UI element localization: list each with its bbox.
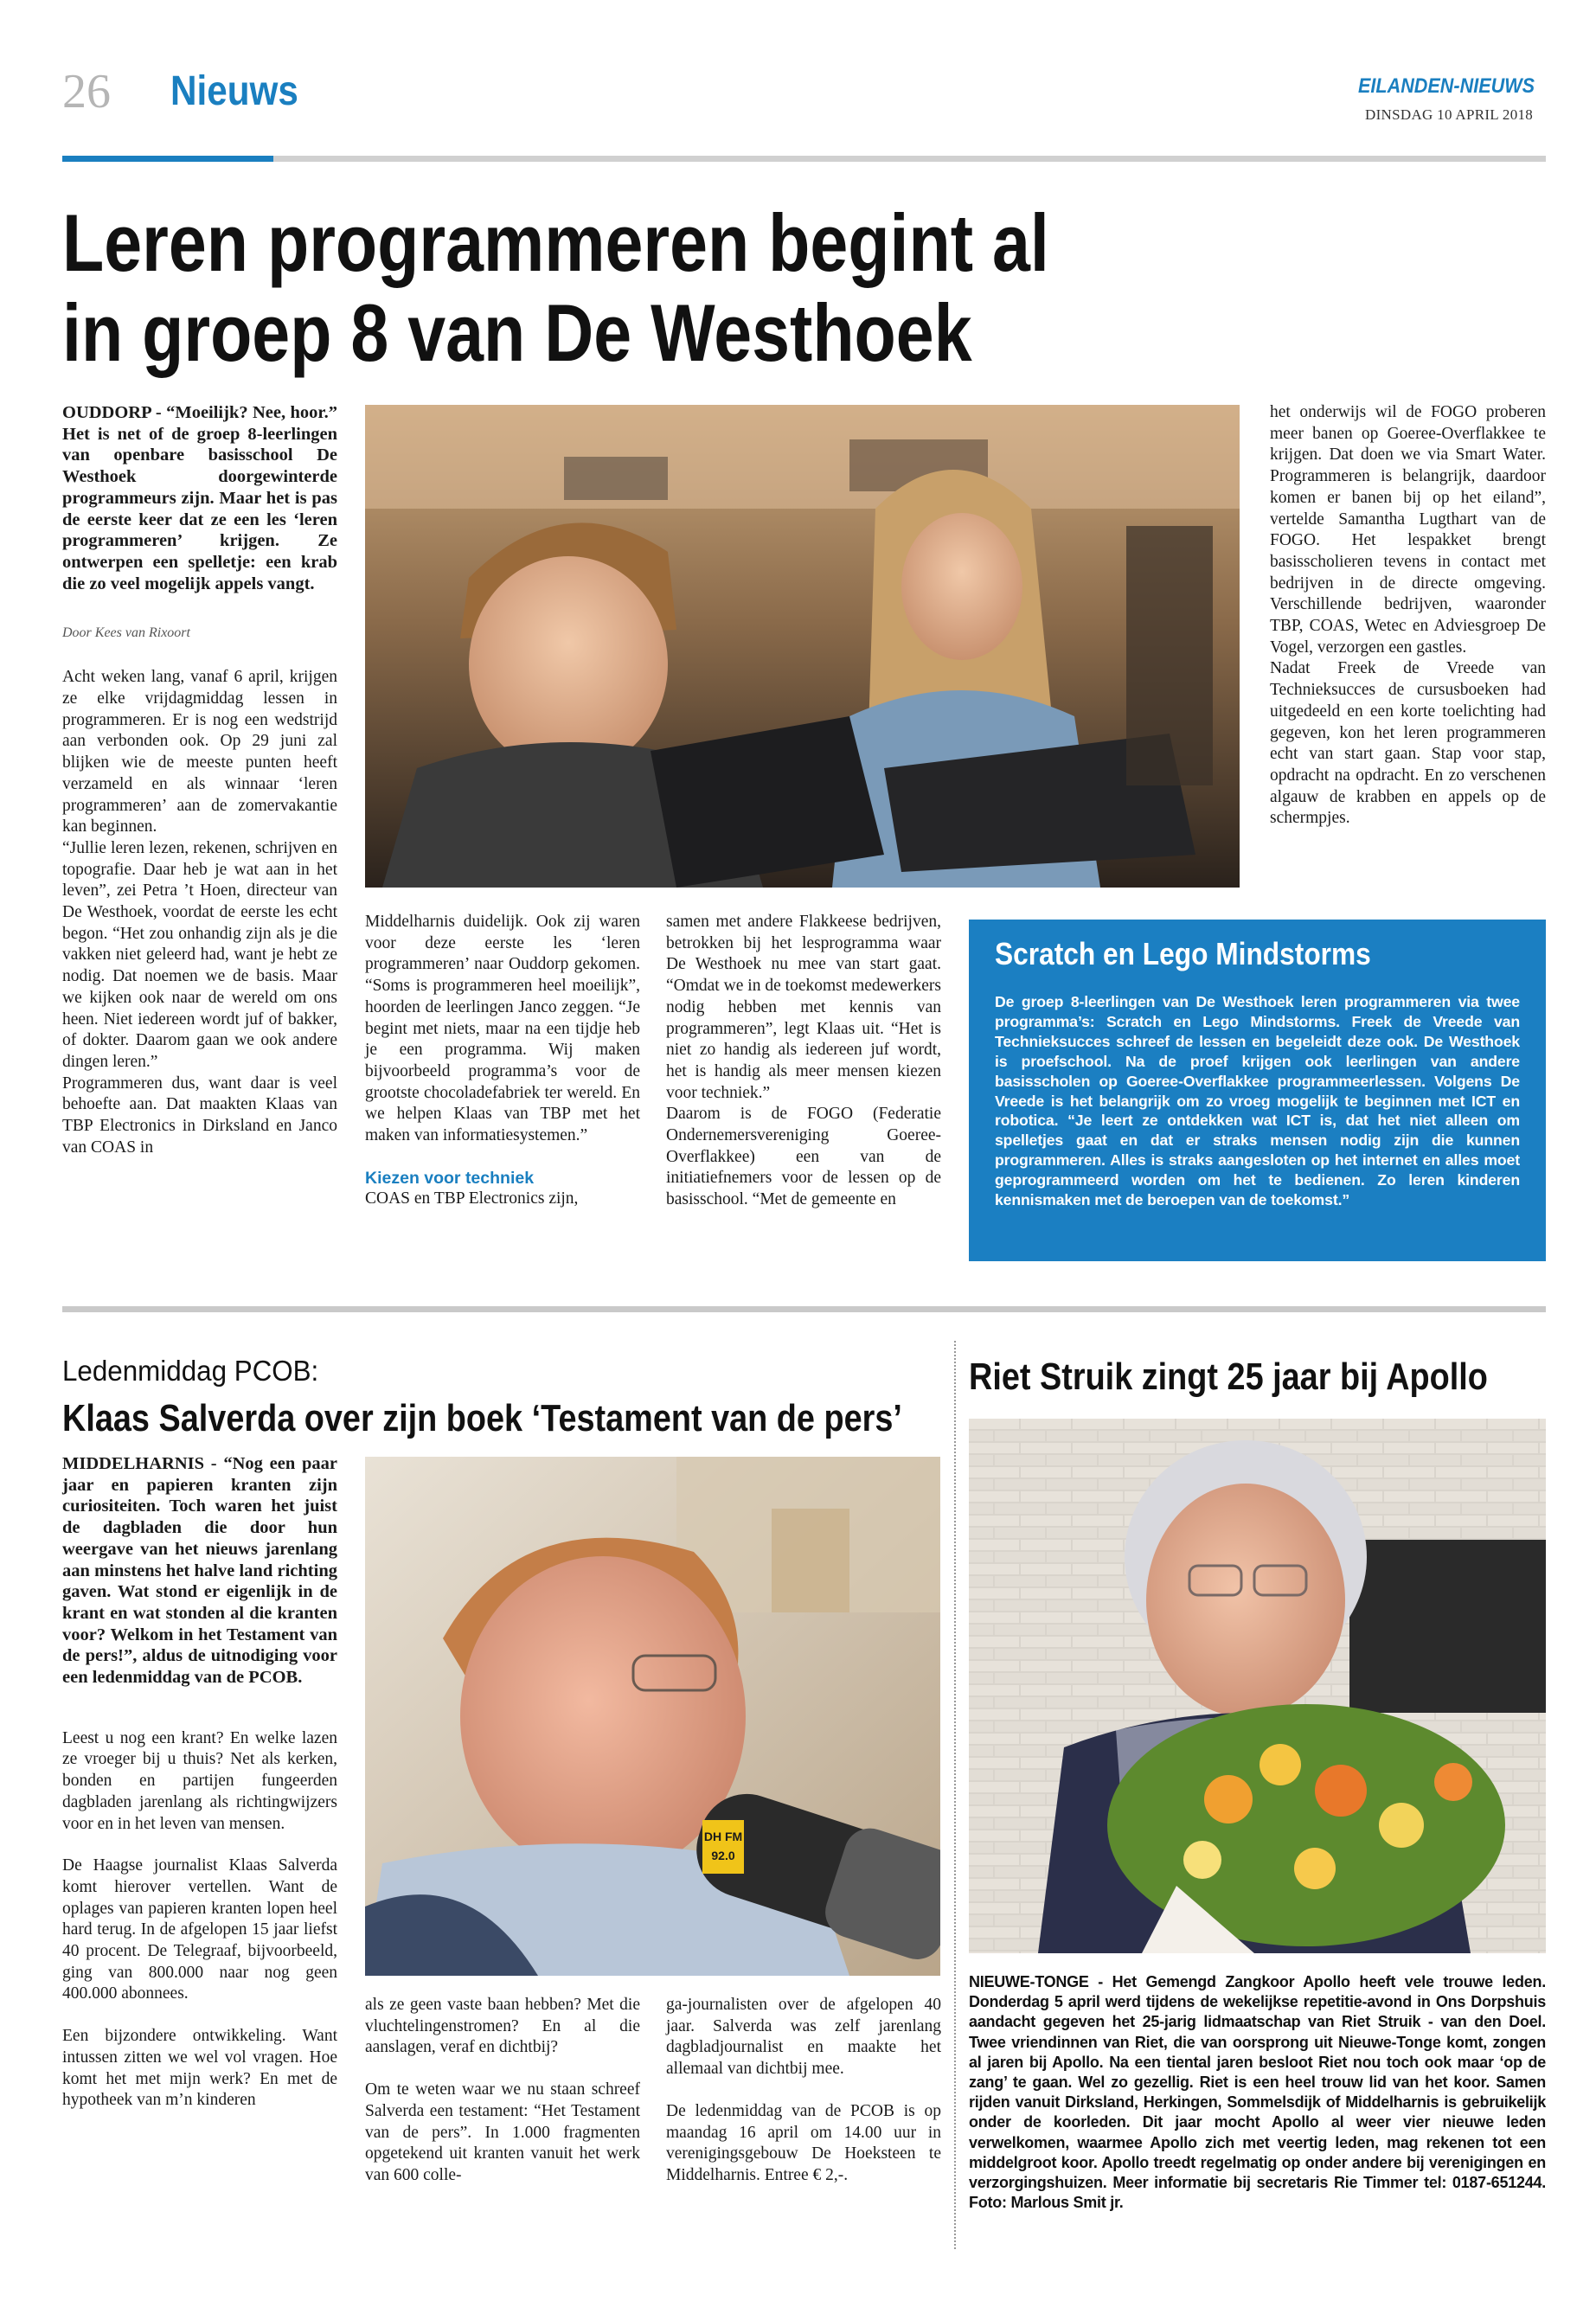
page-number: 26	[62, 65, 111, 119]
article2-col2-p1: als ze geen vaste baan hebben? Met die vluchtelingenstromen? En al die aanslagen, veraf en dichtbij?	[365, 1996, 640, 2057]
article2-col3-p1: ga-journalisten over de afgelopen 40 jaar. Salverda was zelf jarenlang dagbladjournalist en maakte het allemaal van dichtbij mee.	[666, 1996, 941, 2079]
article1-col4-p2: Nadat Freek de Vreede van Technieksucces de cursusboeken had uitgedeeld en een korte toelichting had gegeven, kon het leren programmeren echt van start gaan. Stap voor stap, opdracht na opdracht. En zo verschenen algauw de krabben en appels op de schermpjes.	[1270, 659, 1546, 828]
infobox-scratch-lego	[969, 920, 1546, 1261]
article1-col1-p3: Programmeren dus, want daar is veel behoefte aan. Dat maakten Klaas van TBP Electronics in Dirksland en Janco van COAS in	[62, 1074, 337, 1157]
article1-col3-p2: Daarom is de FOGO (Federatie Ondernemersvereniging Goeree-Overflakkee) een van de initiatiefnemers voor de lessen op de basisschool. “Met de gemeente en	[666, 1105, 941, 1209]
article1-col1-p1: Acht weken lang, vanaf 6 april, krijgen ze elke vrijdagmiddag lessen in programmeren. Er is nog een wedstrijd aan verbonden ook. Op 29 juni zal blijken wie de meeste punten heeft verzameld en als winnaar ‘leren programmeren’ aan de zomervakantie kan beginnen.	[62, 668, 337, 836]
article1-col4	[1270, 402, 1546, 830]
header-rule-gray	[62, 156, 1546, 162]
headline-line-2: in groep 8 van De Westhoek	[62, 287, 972, 378]
photo-klaas-salverda	[365, 1457, 940, 1976]
svg-text:92.0: 92.0	[711, 1849, 735, 1862]
headline-line-1: Leren programmeren begint al	[62, 197, 1049, 288]
infobox-title: Scratch en Lego Mindstorms	[995, 936, 1371, 971]
article2-headline: Klaas Salverda over zijn boek ‘Testament van de pers’	[62, 1397, 902, 1439]
article1-subhead: Kiezen voor techniek	[365, 1168, 535, 1188]
article1-col2-p2: COAS en TBP Electronics zijn,	[365, 1189, 579, 1208]
article3-headline: Riet Struik zingt 25 jaar bij Apollo	[969, 1356, 1488, 1398]
article1-col3	[666, 912, 941, 1211]
mic-flag-text: DH FM	[703, 1830, 743, 1843]
article1-col3-p1: samen met andere Flakkeese bedrijven, betrokken bij het lesprogramma waar De Westhoek nu mee van start gaat. “Omdat we in de toekomst medewerkers nodig hebben met kennis van programmeren”, legt Klaas uit. “Het is niet zo handig als iedereen juf wordt, het is handig als meer mensen kiezen voor techniek.”	[666, 913, 941, 1102]
article1-col1	[62, 402, 337, 1159]
article2-col2-p2: Om te weten waar we nu staan schreef Salverda een testament: “Het Testament van de pers”. In 1.000 fragmenten opgetekend uit kranten vanuit het werk van 600 colle-	[365, 2080, 640, 2184]
article1-lead: OUDDORP - “Moeilijk? Nee, hoor.” Het is net of de groep 8-leerlingen van openbare basisschool De Westhoek doorgewinterde programmeurs zijn. Maar het is pas de eerste keer dat ze een les ‘leren programmeren’ krijgen. Ze ontwerpen een spelletje: een krab die zo veel mogelijk appels vangt.	[62, 403, 337, 593]
article2-col1-p1: Leest u nog een krant? En welke lazen ze vroeger bij u thuis? Net als kerken, bonden en partijen fungeerden dagbladen jarenlang als richtingwijzers voor en in het leven van mensen.	[62, 1728, 337, 1833]
article2-col1-p2: De Haagse journalist Klaas Salverda komt hierover vertellen. Want de oplages van papieren kranten lopen heel hard terug. In de afgelopen 15 jaar liefst 40 procent. De Telegraaf, bijvoorbeeld, ging van 800.000 naar nog geen 400.000 abonnees.	[62, 1856, 337, 2003]
mic-label	[0, 0, 1, 1]
article3-body: NIEUWE-TONGE - Het Gemengd Zangkoor Apollo heeft vele trouwe leden. Donderdag 5 april werd tijdens de wekelijkse repetitie-avond in Ons Dorpshuis aandacht gegeven het 25-jarig lidmaatschap van Riet Struik - van den Doel. Twee vriendinnen van Riet, die van oorsprong uit Nieuwe-Tonge komt, zongen al jaren bij Apollo. Na een tiental jaren besloot Riet nou toch ook maar ‘op de zang’ te gaan. Wel zo gezellig. Riet is een heel trouw lid van het koor. Samen rijden vanuit Dirksland, Herkingen, Sommelsdijk of Middelharnis is gebruikelijk onder de koorleden. Dit jaar mocht Apollo al weer vier nieuwe leden verwelkomen, waarmee Apollo zich met veertig leden, mag rekenen tot een middelgroot koor. Apollo treedt regelmatig op onder andere bij verenigingen en verzorgingshuizen. Meer informatie bij secretaris Rie Timmer tel: 0187-651244. Foto: Marlous Smit jr.	[969, 1973, 1546, 2212]
article2-col1-p3: Een bijzondere ontwikkeling. Want intussen zitten we wel vol vragen. Hoe komt het met mijn werk? En met de hypotheek van m’n kinderen	[62, 2027, 337, 2110]
article1-byline: Door Kees van Rixoort	[62, 625, 190, 641]
article2-col1	[62, 1453, 337, 2112]
brand-logo: EILANDEN-NIEUWS	[1358, 74, 1535, 98]
article2-lead: MIDDELHARNIS - “Nog een paar jaar en papieren kranten zijn curiositeiten. Toch waren het juist de dagbladen die door hun weergave van het nieuws jarenlang aan minstens het halve land richting gaven. Wat stond er eigenlijk in de krant en wat stonden al die kranten voor? Welkom in het Testament van de pers!”, aldus de uitnodiging voor een ledenmiddag van de PCOB.	[62, 1454, 337, 1688]
article2-col3-p2: De ledenmiddag van de PCOB is op maandag 16 april om 14.00 uur in verenigingsgebouw De Hoeksteen te Middelharnis. Entree € 2,-.	[666, 2101, 941, 2184]
photo-kids-programming	[365, 405, 1240, 888]
header-rule-blue	[62, 156, 273, 162]
issue-date: DINSDAG 10 APRIL 2018	[1365, 106, 1534, 123]
article1-col1-p2: “Jullie leren lezen, rekenen, schrijven en topografie. Daar heb je wat aan in het leven”, zei Petra ’t Hoen, directeur van De Westhoek, voordat de eerste les echt begon. “Het zou onhandig zijn als je die vakken niet geleerd had, want je hebt ze nodig. Dat noemen we de basis. Maar we kijken ook naar de wereld om ons heen. Niet iedereen wordt juf of bakker, of dokter. Daarom gaan we ook andere dingen leren.”	[62, 838, 337, 1071]
article1-col2	[365, 912, 640, 1210]
column-separator	[954, 1341, 956, 2249]
article2-col3	[666, 1995, 941, 2187]
article1-col2-p1: Middelharnis duidelijk. Ook zij waren voor deze eerste les ‘leren programmeren’ naar Ouddorp gekomen. “Soms is programmeren heel moeilijk”, hoorden de leerlingen Janco zeggen. “Je begint met niets, maar na een tijdje heb je een programma. Wij maken bijvoorbeeld programma’s voor de grootste chocoladefabriek ter wereld. En we helpen Klaas van TBP met het maken van informatiesystemen.”	[365, 913, 640, 1145]
section-title: Nieuws	[170, 68, 298, 114]
infobox-body: De groep 8-leerlingen van De Westhoek leren programmeren via twee programma’s: Scratch en Lego Mindstorms. Freek de Vreede van Technieksucces schreef de lessen en begeleidt deze ook. De Westhoek is proefschool. Na de proef krijgen ook leerlingen van andere basisscholen op Goeree-Overflakkee programmeerlessen. Volgens De Vreede is het belangrijk om zo vroeg mogelijk te beginnen met ICT en robotica. “Je leert ze ontdekken wat ICT is, dat het niet alleen om spelletjes gaat en dat er straks mensen nodig zijn die kunnen programmeren. Alles is straks aangesloten op het internet en alles moet geprogrammeerd worden om het te bedienen. Zo leren kinderen kennismaken met de beroepen van de toekomst.”	[995, 993, 1520, 1209]
article2-col2	[365, 1995, 640, 2187]
section-divider	[62, 1306, 1546, 1312]
article1-col4-p1: het onderwijs wil de FOGO proberen meer banen op Goeree-Overflakkee te krijgen. Dat doen we via Smart Water. Programmeren is belangrijk, daardoor komen er banen bij op het eiland”, vertelde Samantha Lugthart van de FOGO. Het lespakket brengt basisscholieren tevens in contact met bedrijven in de directe omgeving. Verschillende bedrijven, waaronder TBP, COAS, Wetec en Adviesgroep De Vogel, verzorgen een gastles.	[1270, 403, 1546, 657]
photo-riet-struik	[969, 1419, 1546, 1953]
article2-kicker: Ledenmiddag PCOB:	[62, 1355, 319, 1387]
